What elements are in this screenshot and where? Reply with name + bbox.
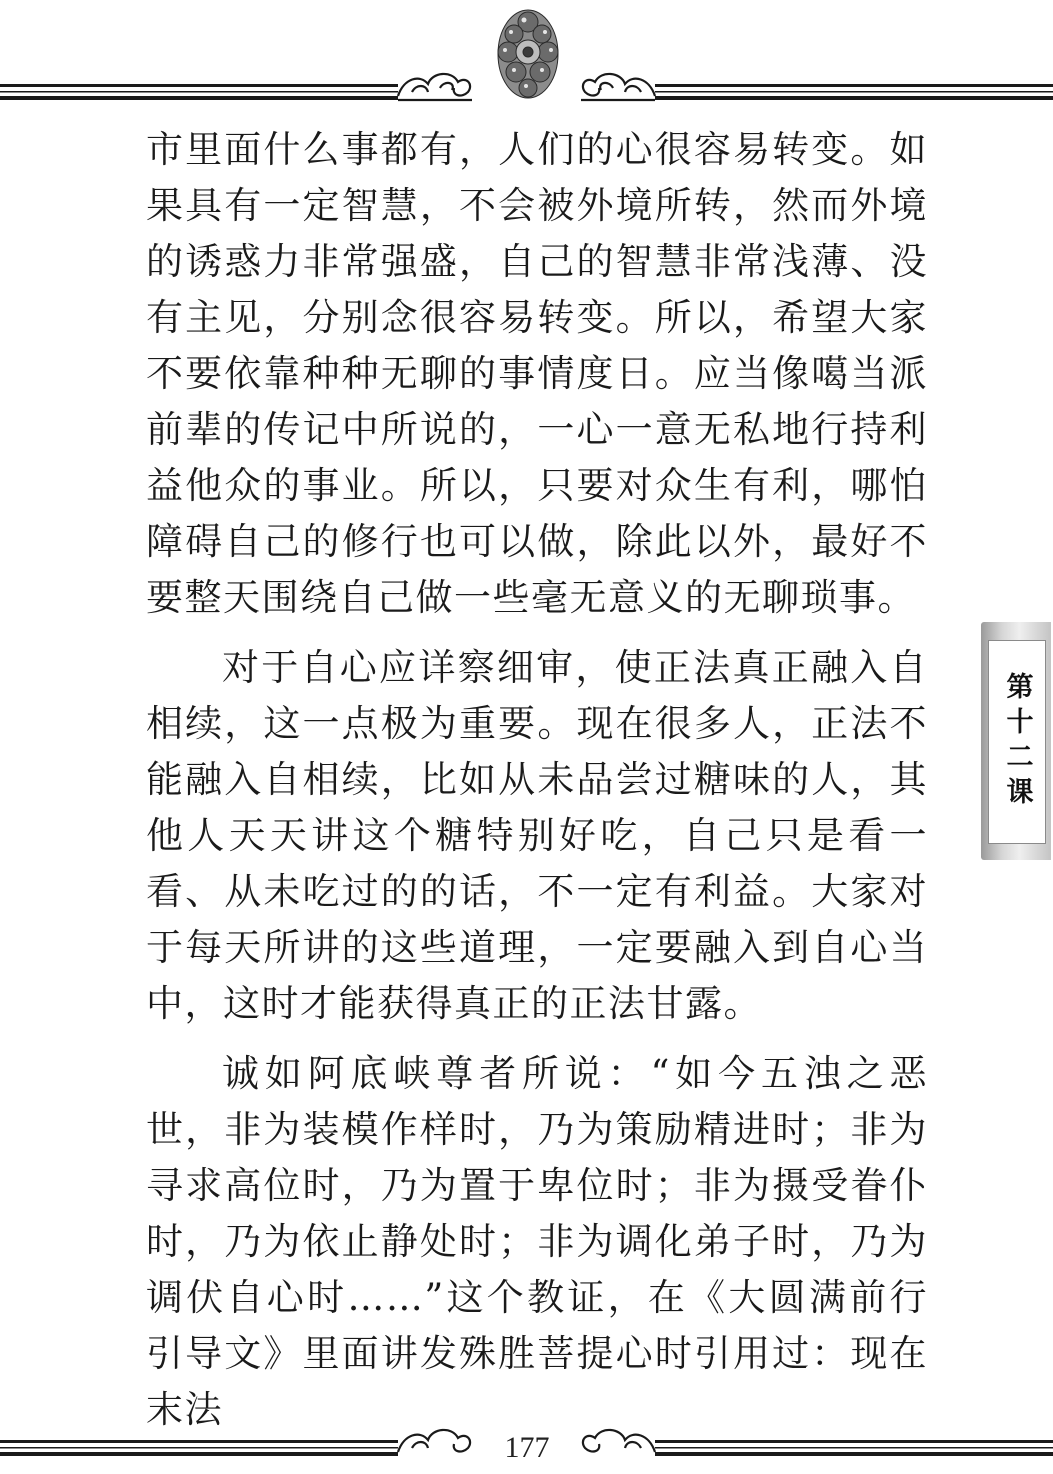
floral-emblem-icon [488,0,568,108]
page-number: 177 [480,1428,574,1468]
page-body-text [146,122,928,1438]
paragraph-1: 市里面什么事都有，人们的心很容易转变。如果具有一定智慧，不会被外境所转，然而外境的诱惑力非常强盛，自己的智慧非常浅薄、没有主见，分别念很容易转变。所以，希望大家不要依靠种种无聊的事情度日。应当像噶当派前辈的传记中所说的，一心一意无私地行持利益他众的事业。所以，只要对众生有利，哪怕障碍自己的修行也可以做，除此以外，最好不要整天围绕自己做一些毫无意义的无聊琐事。 [146,128,928,619]
footer-right-cloud-scroll-icon [583,1430,655,1452]
chapter-side-tab-frame [988,640,1046,844]
left-cloud-scroll-icon [398,74,472,100]
chapter-side-tab-label: 第十二课 [1001,672,1033,812]
paragraph-2: 对于自心应详察细审，使正法真正融入自相续，这一点极为重要。现在很多人，正法不能融入自相续，比如从未品尝过糖味的人，其他人天天讲这个糖特别好吃，自己只是看一看、从未吃过的的话，不一定有利益。大家对于每天所讲的这些道理，一定要融入到自心当中，这时才能获得真正的正法甘露。 [146,646,928,1025]
paragraph-3: 诚如阿底峡尊者所说：“如今五浊之恶世，非为装模作样时，乃为策励精进时；非为寻求高位时，乃为置于卑位时；非为摄受眷仆时，乃为依止静处时；非为调化弟子时，乃为调伏自心时……”这个教证，在《大圆满前行引导文》里面讲发殊胜菩提心时引用过：现在末法 [146,1052,928,1431]
footer-left-cloud-scroll-icon [398,1430,470,1452]
chapter-side-tab [981,622,1051,860]
right-cloud-scroll-icon [581,74,655,100]
